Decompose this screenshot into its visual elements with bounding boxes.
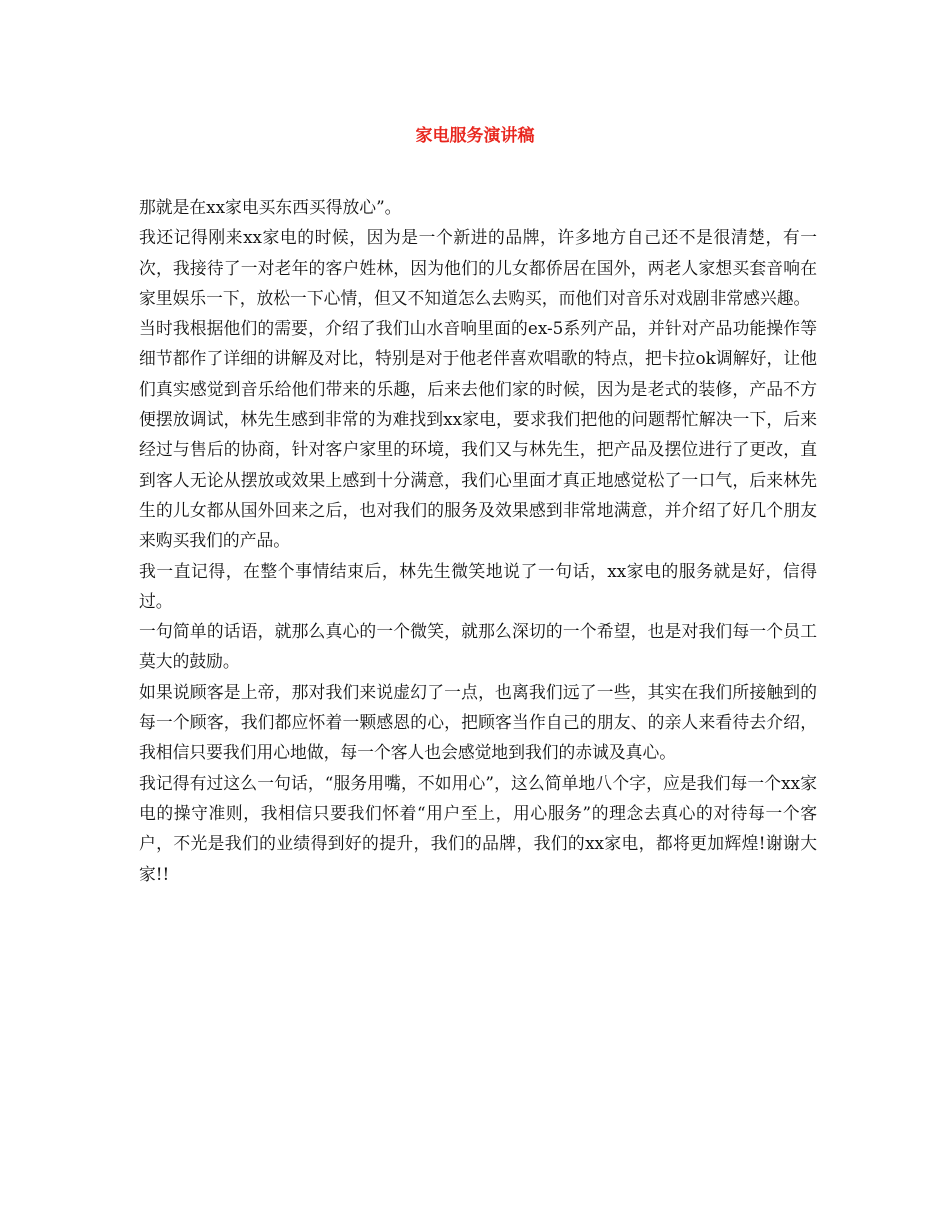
paragraph-6: 如果说顾客是上帝，那对我们来说虚幻了一点，也离我们远了一些，其实在我们所接触到的每一个顾客，我们都应怀着一颗感恩的心，把顾客当作自己的朋友、的亲人来看待去介绍，我相信只要我们用心地做，每一个客人也会感觉地到我们的赤诚及真心。 bbox=[139, 681, 817, 763]
paragraph-1: 那就是在xx家电买东西买得放心”。 bbox=[139, 197, 402, 217]
paragraph-3: 当时我根据他们的需要，介绍了我们山水音响里面的ex-5系列产品，并针对产品功能操作等细节都作了详细的讲解及对比，特别是对于他老伴喜欢唱歌的特点，把卡拉ok调解好，让他们真实感觉到音乐给他们带来的乐趣，后来去他们家的时候，因为是老式的装修，产品不方便摆放调试，林先生感到非常的为难找到xx家电，要求我们把他的问题帮忙解决一下，后来经过与售后的协商，针对客户家里的环境，我们又与林先生，把产品及摆位进行了更改，直到客人无论从摆放或效果上感到十分满意，我们心里面才真正地感觉松了一口气，后来林先生的儿女都从国外回来之后，也对我们的服务及效果感到非常地满意，并介绍了好几个朋友来购买我们的产品。 bbox=[139, 318, 817, 551]
document-title: 家电服务演讲稿 bbox=[415, 126, 535, 146]
paragraph-4: 我一直记得，在整个事情结束后，林先生微笑地说了一句话，xx家电的服务就是好，信得过。 bbox=[139, 560, 817, 611]
paragraph-7: 我记得有过这么一句话，“服务用嘴，不如用心”，这么简单地八个字，应是我们每一个xx家电的操守准则，我相信只要我们怀着“用户至上，用心服务”的理念去真心的对待每一个客户，不光是我们的业绩得到好的提升，我们的品牌，我们的xx家电，都将更加辉煌!谢谢大家!! bbox=[139, 772, 817, 884]
paragraph-5: 一句简单的话语，就那么真心的一个微笑，就那么深切的一个希望，也是对我们每一个员工莫大的鼓励。 bbox=[139, 621, 817, 672]
document-body bbox=[139, 192, 817, 889]
paragraph-2: 我还记得刚来xx家电的时候，因为是一个新进的品牌，许多地方自己还不是很清楚，有一次，我接待了一对老年的客户姓林，因为他们的儿女都侨居在国外，两老人家想买套音响在家里娱乐一下，放松一下心情，但又不知道怎么去购买，而他们对音乐对戏剧非常感兴趣。 bbox=[139, 227, 817, 308]
